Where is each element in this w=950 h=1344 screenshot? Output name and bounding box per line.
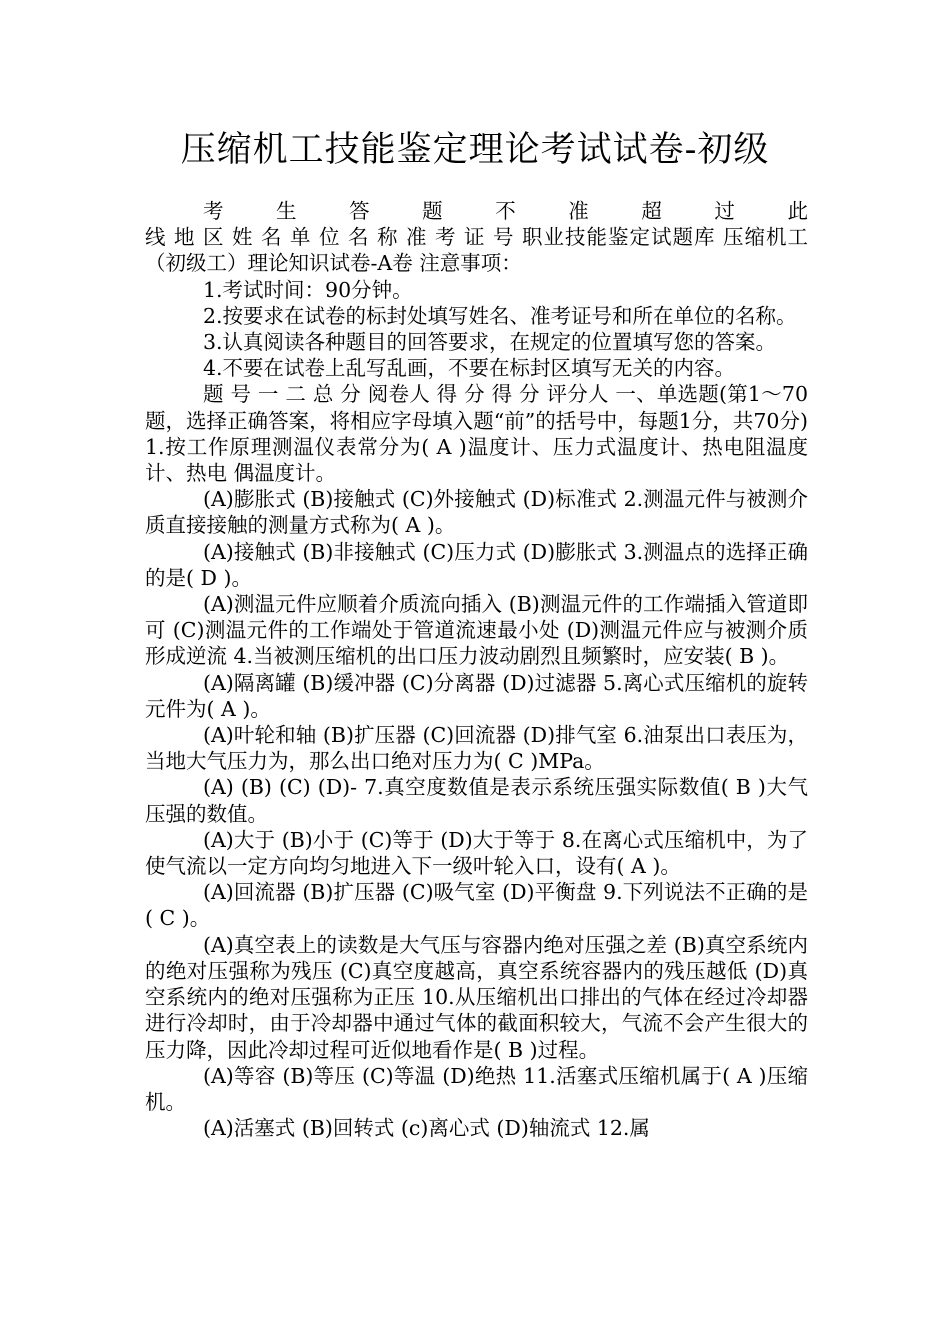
notice-item-3: 3.认真阅读各种题目的回答要求，在规定的位置填写您的答案。 [203, 330, 777, 355]
question-paragraph: (A)叶轮和轴 (B)扩压器 (C)回流器 (D)排气室 6.油泵出口表压为，当地大气压力为，那么出口绝对压力为( C )MPa。 [145, 723, 808, 774]
question-paragraph: (A)隔离罐 (B)缓冲器 (C)分离器 (D)过滤器 5.离心式压缩机的旋转元件为( A )。 [145, 670, 808, 721]
notice-item-1: 1.考试时间：90分钟。 [203, 277, 413, 302]
document-title: 压缩机工技能鉴定理论考试试卷-初级 [180, 130, 770, 170]
question-paragraph: (A)接触式 (B)非接触式 (C)压力式 (D)膨胀式 3.测温点的选择正确的是( D )。 [145, 539, 808, 590]
question-paragraph: (A)测温元件应顺着介质流向插入 (B)测温元件的工作端插入管道即可 (C)测温元件的工作端处于管道流速最小处 (D)测温元件应与被测介质形成逆流 4.当被测压缩机的出口压力波动剧烈且频繁时，应安装( B )。 [145, 592, 808, 669]
document-body [145, 198, 808, 1141]
question-paragraph: (A)真空表上的读数是大气压与容器内绝对压强之差 (B)真空系统内的绝对压强称为残压 (C)真空度越高，真空系统容器内的残压越低 (D)真空系统内的绝对压强称为正压 10.从压缩机出口排出的气体在经过冷却器进行冷却时，由于冷却器中通过气体的截面积较大，气流不会产生很大的压力降，因此冷却过程可近似地看作是( B )过程。 [145, 932, 808, 1062]
question-paragraph: (A)大于 (B)小于 (C)等于 (D)大于等于 8.在离心式压缩机中，为了使气流以一定方向均匀地进入下一级叶轮入口，设有( A )。 [145, 827, 808, 879]
question-paragraph: (A) (B) (C) (D)- 7.真空度数值是表示系统压强实际数值( B )大气压强的数值。 [145, 775, 808, 826]
section-intro-question-1: 题 号 一 二 总 分 阅卷人 得 分 得 分 评分人 一、单选题(第1～70题，选择正确答案，将相应字母填入题“前”的括号中，每题1分，共70分) 1.按工作原理测温仪表常分为( A )温度计、压力式温度计、热电阻温度计、热电 偶温度计。 [145, 382, 808, 486]
notice-item-2: 2.按要求在试卷的标封处填写姓名、准考证号和所在单位的名称。 [203, 303, 797, 328]
notice-item-4: 4.不要在试卷上乱写乱画，不要在标封区填写无关的内容。 [203, 356, 736, 381]
question-paragraph: (A)活塞式 (B)回转式 (c)离心式 (D)轴流式 12.属 [203, 1116, 650, 1141]
question-paragraph: (A)回流器 (B)扩压器 (C)吸气室 (D)平衡盘 9.下列说法不正确的是( C )。 [145, 880, 808, 931]
exam-seal-line: 考生答题不准超过此 [203, 199, 808, 223]
question-paragraph: (A)等容 (B)等压 (C)等温 (D)绝热 11.活塞式压缩机属于( A )压缩机。 [145, 1063, 808, 1114]
question-paragraph: (A)膨胀式 (B)接触式 (C)外接触式 (D)标准式 2.测温元件与被测介质直接接触的测量方式称为( A )。 [145, 487, 808, 538]
exam-header-paragraph: 线 地 区 姓 名 单 位 名 称 准 考 证 号 职业技能鉴定试题库 压缩机工（初级工）理论知识试卷-A卷 注意事项： [145, 225, 808, 276]
